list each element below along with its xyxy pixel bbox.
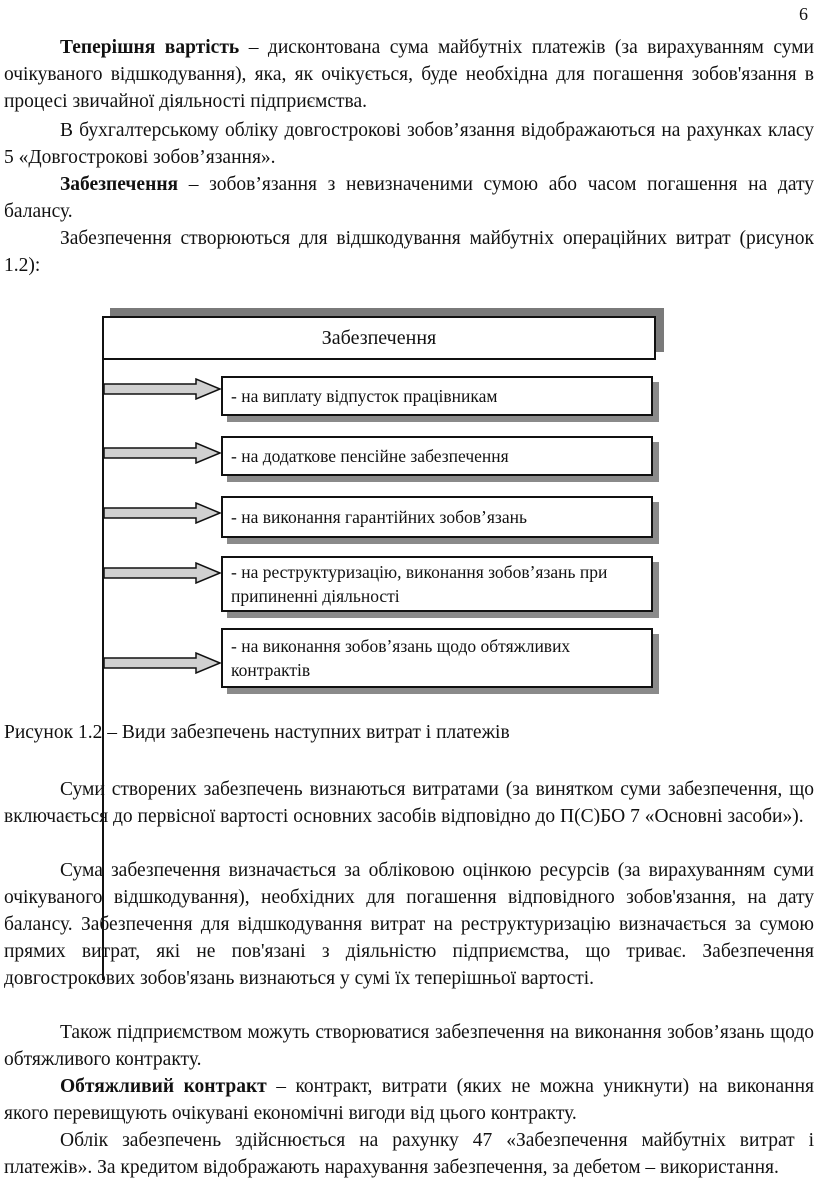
diagram-title: Забезпечення <box>321 326 437 349</box>
paragraph-text: – зобов’язання з невизначеними сумою або часом погашення на дату балансу. <box>4 174 814 222</box>
paragraph-onerous-provisions <box>4 1019 814 1073</box>
paragraph-text: – дисконтована сума майбутніх платежів (за вирахуванням суми очікуваного відшкодування), яка, як очікується, буде необхідна для погашення зобов'язання в процесі звичайної діяльності підприємства. <box>4 37 814 112</box>
arrow-icon <box>104 378 222 400</box>
paragraph-provision-def <box>4 171 814 225</box>
diagram-item-pension <box>221 436 653 476</box>
item-label: - на реструктуризацію, виконання зобов’язань при припиненні діяльності <box>231 562 608 606</box>
paragraph-accounting <box>4 117 814 171</box>
item-label: - на додаткове пенсійне забезпечення <box>231 446 509 466</box>
diagram-item-warranty <box>221 496 653 538</box>
diagram-item-vacation <box>221 376 653 416</box>
figure-caption: Рисунок 1.2 – Види забезпечень наступних витрат і платежів <box>4 722 510 743</box>
page-number: 6 <box>799 4 808 24</box>
diagram-item-restructuring <box>221 556 653 612</box>
paragraph-text: Сума забезпечення визначається за обліковою оцінкою ресурсів (за вирахуванням суми очікуваного відшкодування), необхідних для погашення відповідного зобов'язання, на дату балансу. Забезпечення для відшкодування витрат на реструктуризацію визначається за сумою прямих витрат, які не пов'язані з діяльністю підприємства, що триває. Забезпечення довгострокових зобов'язань визнаються у сумі їх теперішньої вартості. <box>4 860 814 989</box>
paragraph-text: Суми створених забезпечень визнаються витратами (за винятком суми забезпечення, що включається до первісної вартості основних засобів відповідно до П(С)БО 7 «Основні засоби»). <box>4 779 814 827</box>
term-bold: Теперішня вартість <box>60 37 240 58</box>
term-bold: Обтяжливий контракт <box>60 1076 267 1097</box>
arrow-icon <box>104 502 222 524</box>
arrow-icon <box>104 442 222 464</box>
paragraph-provision-purpose <box>4 225 814 279</box>
paragraph-present-value <box>4 34 814 115</box>
item-label: - на виконання зобов’язань щодо обтяжливих контрактів <box>231 636 571 680</box>
provisions-diagram <box>0 300 816 700</box>
paragraph-onerous-contract <box>4 1073 814 1127</box>
diagram-title-box <box>102 316 656 360</box>
diagram-item-onerous <box>221 628 653 688</box>
item-label: - на виконання гарантійних зобов’язань <box>231 507 527 527</box>
item-label: - на виплату відпусток працівникам <box>231 386 498 406</box>
paragraph-amount <box>4 857 814 992</box>
term-bold: Забезпечення <box>60 174 179 195</box>
paragraph-account-47 <box>4 1127 814 1181</box>
paragraph-text: Забезпечення створюються для відшкодування майбутніх операційних витрат (рисунок 1.2): <box>4 228 814 276</box>
paragraph-text: Облік забезпечень здійснюється на рахунку 47 «Забезпечення майбутніх витрат і платежів». За кредитом відображають нарахування забезпечення, за дебетом – використання. <box>4 1130 814 1178</box>
paragraph-text: В бухгалтерському обліку довгострокові зобов’язання відображаються на рахунках класу 5 «Довгострокові зобов’язання». <box>4 120 814 168</box>
arrow-icon <box>104 562 222 584</box>
arrow-icon <box>104 652 222 674</box>
paragraph-text: Також підприємством можуть створюватися забезпечення на виконання зобов’язань щодо обтяжливого контракту. <box>4 1022 814 1070</box>
paragraph-expenses <box>4 776 814 830</box>
paragraph-text: – контракт, витрати (яких не можна уникнути) на виконання якого перевищують очікувані економічні вигоди від цього контракту. <box>4 1076 814 1124</box>
